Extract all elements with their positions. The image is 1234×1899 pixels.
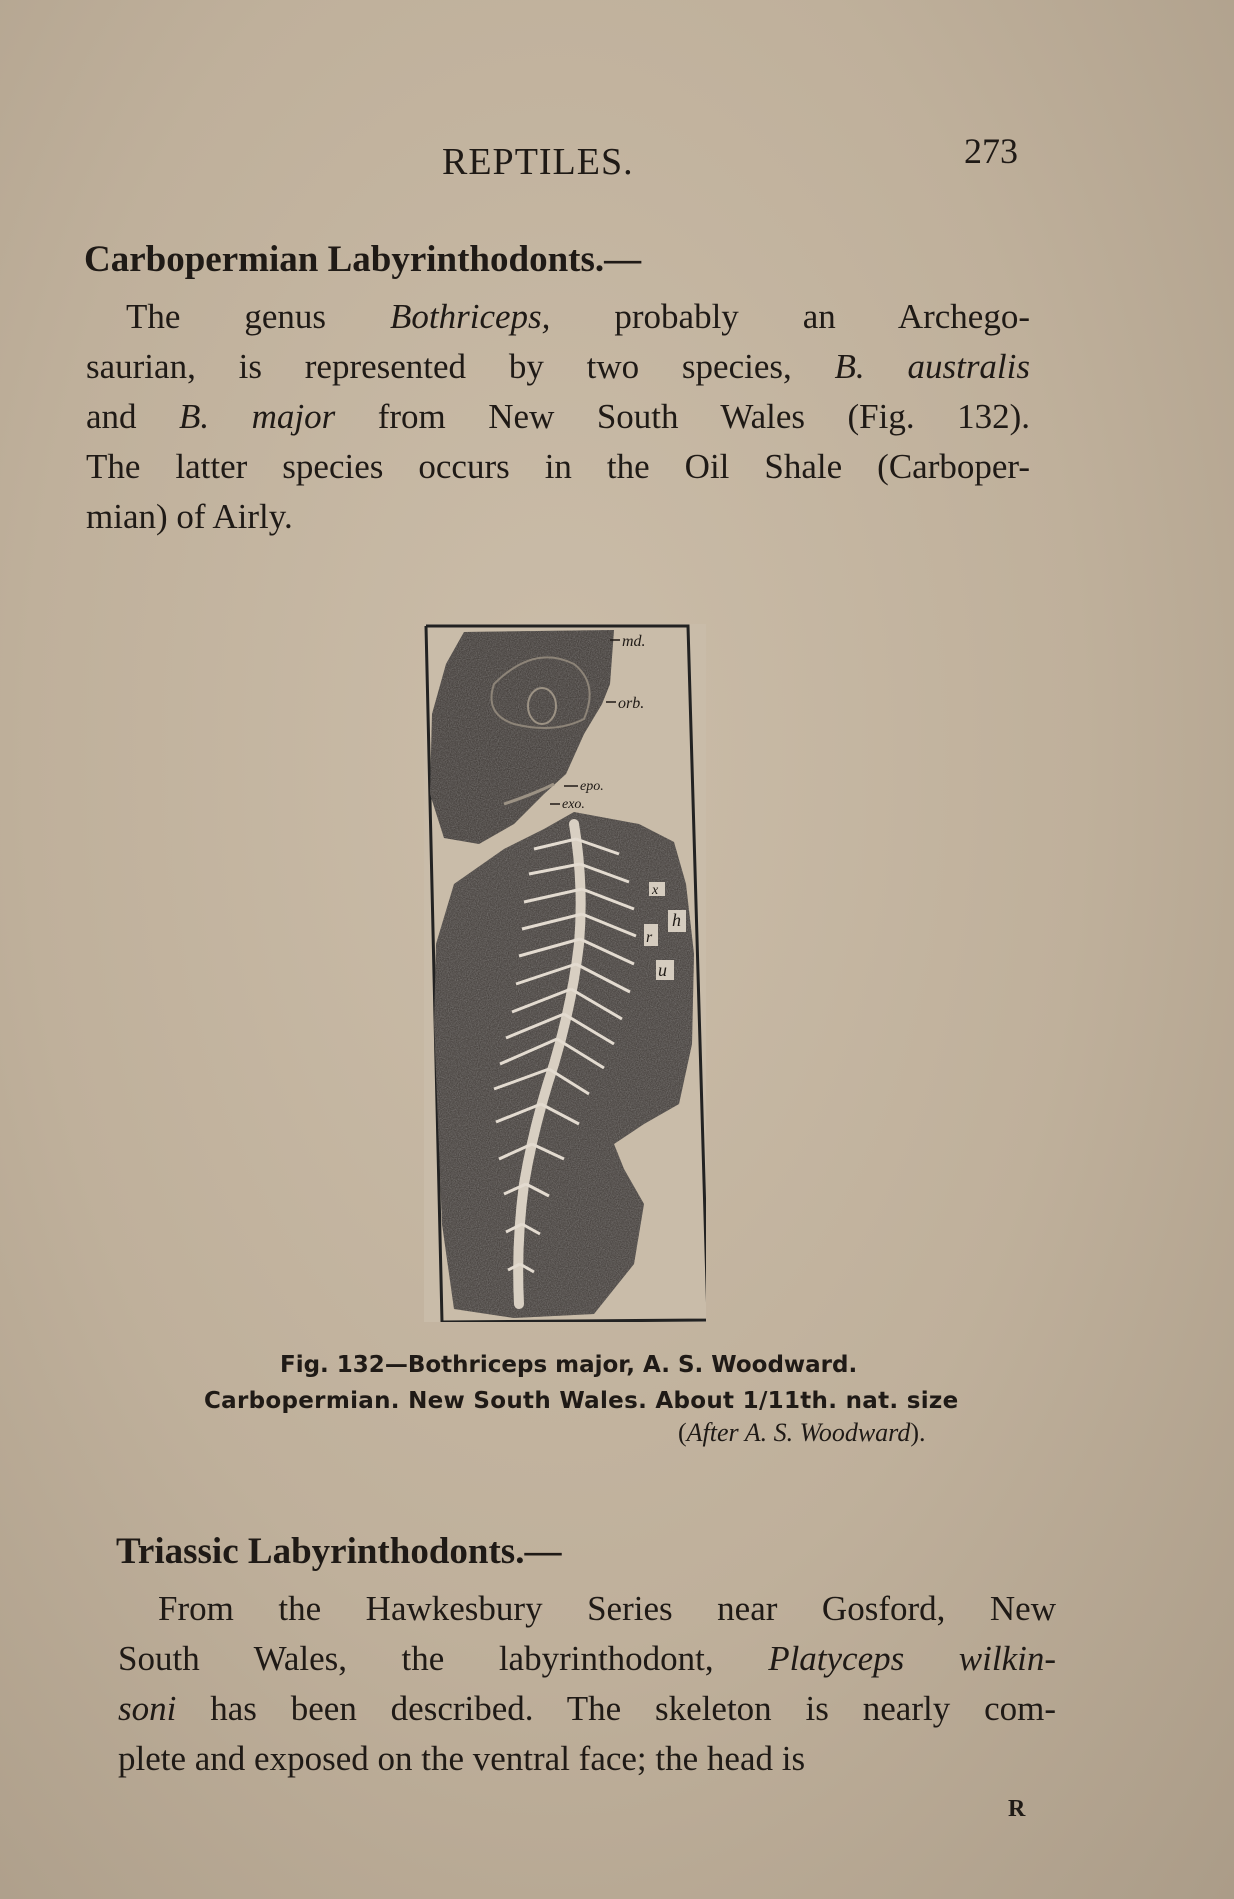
text-run: The genus (126, 297, 391, 336)
text-run: plete and exposed on the ventral face; the head is (118, 1739, 806, 1778)
text-line (86, 492, 1030, 542)
figure-caption-credit: (After A. S. Woodward). (678, 1418, 926, 1447)
text-run: has been described. The skeleton is nearly com- (176, 1689, 1056, 1728)
section-heading-carbopermian: Carbopermian Labyrinthodonts.— (84, 239, 642, 280)
page-number: 273 (964, 131, 1018, 171)
text-line (86, 342, 1030, 392)
italic-run: Bothriceps, (390, 297, 551, 336)
figure-caption-title: Fig. 132—Bothriceps major, A. S. Woodward. (280, 1352, 858, 1378)
text-run: mian) of Airly. (86, 497, 293, 536)
label-u: u (658, 960, 667, 980)
text-line (86, 392, 1030, 442)
label-r: r (646, 929, 653, 946)
section-heading-triassic: Triassic Labyrinthodonts.— (116, 1531, 562, 1572)
signature-mark: R (1008, 1796, 1026, 1822)
figure-132 (424, 624, 706, 1322)
italic-run: Platyceps wilkin- (768, 1639, 1056, 1678)
text-line (118, 1734, 1056, 1784)
label-orb: orb. (618, 695, 645, 712)
text-run: probably an Archego- (550, 297, 1030, 336)
text-line (118, 1684, 1056, 1734)
label-h: h (672, 910, 681, 930)
running-head: REPTILES. (442, 141, 634, 183)
text-run: From the Hawkesbury Series near Gosford, New (158, 1589, 1056, 1628)
label-md: md. (622, 633, 646, 650)
paragraph-triassic (118, 1584, 1056, 1784)
text-line (118, 1634, 1056, 1684)
paragraph-carbopermian (86, 292, 1030, 542)
text-run: from New South Wales (Fig. 132). (335, 397, 1030, 436)
italic-run: soni (118, 1689, 177, 1728)
figure-caption-details: Carbopermian. New South Wales. About 1/11th. nat. size (204, 1388, 959, 1414)
text-line (118, 1584, 1056, 1634)
italic-run: B. australis (834, 347, 1031, 386)
text-run: South Wales, the labyrinthodont, (118, 1639, 769, 1678)
italic-run: B. major (179, 397, 336, 436)
text-run: saurian, is represented by two species, (86, 347, 835, 386)
label-epo: epo. (580, 779, 604, 794)
label-x: x (652, 883, 659, 898)
text-run: and (86, 397, 180, 436)
fossil-illustration (424, 624, 706, 1322)
label-exo: exo. (562, 797, 585, 812)
text-run: The latter species occurs in the Oil Shale (Carboper- (86, 447, 1030, 486)
text-line (86, 292, 1030, 342)
text-line (86, 442, 1030, 492)
